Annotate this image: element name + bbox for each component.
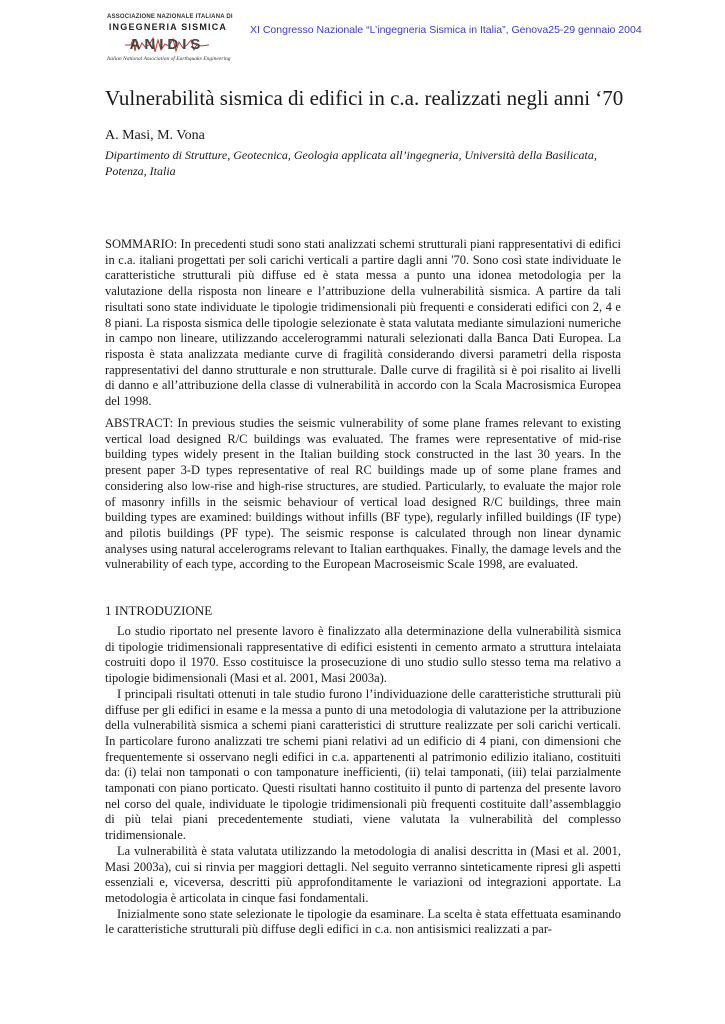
body-paragraph: Inizialmente sono state selezionate le tipologie da esaminare. La scelta è stata effettuata esaminando le caratteristiche strutturali più diffuse degli edifici in c.a. non antisismici realizzati a par-	[105, 906, 621, 937]
section-body	[105, 624, 621, 938]
logo-english-name: Italian National Association of Earthquake Engineering	[107, 56, 231, 62]
body-paragraph: La vulnerabilità è stata valutata utilizzando la metodologia di analisi descritta in (Masi et al. 2001, Masi 2003a), cui si rinvia per maggiori dettagli. Nel seguito verranno sinteticamente ripresi gli aspetti essenziali e, viceversa, descritti più approfonditamente le variazioni od integrazioni apportate. La metodologia è articolata in cinque fasi fondamentali.	[105, 843, 621, 905]
sommario-paragraph: SOMMARIO: In precedenti studi sono stati analizzati schemi strutturali piani rappresentativi di edifici in c.a. italiani progettati per soli carichi verticali a partire dagli anni '70. Sono così state individuate le caratteristiche strutturali più diffuse ed è stata messa a punto una idonea metodologia per la valutazione della risposta non lineare e l’attribuzione della vulnerabilità sismica. A partire da tali risultati sono state individuate le tipologie tridimensionali più frequenti e considerati edifici con 2, 4 e 8 piani. La risposta sismica delle tipologie selezionate è stata valutata mediante simulazioni numeriche in campo non lineare, utilizzando accelerogrammi naturali selezionati dalla Banca Dati Europea. La risposta è stata analizzata mediante curve di fragilità considerando diversi parametri della risposta rappresentativi del danno strutturale e non strutturale. Dalle curve di fragilità si è poi risalito ai livelli di danno e all’attribuzione della classe di vulnerabilità in accordo con la Scala Macrosismica Europea del 1998.	[105, 237, 621, 409]
logo-acronym-block	[125, 36, 209, 54]
authors: A. Masi, M. Vona	[105, 128, 205, 143]
conference-header: XI Congresso Nazionale “L’ingegneria Sismica in Italia”, Genova25-29 gennaio 2004	[250, 24, 642, 36]
logo-acronym: ANIDIS	[129, 36, 205, 53]
abstract-paragraph: ABSTRACT: In previous studies the seismic vulnerability of some plane frames relevant to existing vertical load designed R/C buildings was evaluated. The frames were representative of mid-rise building types widely present in the Italian building stock constructed in the last 30 years. In the present paper 3-D types representative of real RC buildings made up of some plane frames and considering also low-rise and high-rise structures, are studied. Particularly, to evaluate the major role of masonry infills in the seismic behaviour of vertical load designed R/C buildings, three main building types are examined: buildings without infills (BF type), regularly infilled buildings (IF type) and pilotis buildings (PF type). The seismic response is calculated through non linear dynamic analyses using natural accelerograms relevant to Italian earthquakes. Finally, the damage levels and the vulnerability of each type, according to the European Macroseismic Scale 1998, are evaluated.	[105, 416, 622, 572]
affiliation: Dipartimento di Strutture, Geotecnica, Geologia applicata all’ingegneria, Università della Basilicata, Potenza, Italia	[105, 148, 597, 178]
paper-title: Vulnerabilità sismica di edifici in c.a. realizzati negli anni ‘70	[105, 86, 624, 110]
anidis-logo	[107, 14, 233, 64]
logo-discipline: INGEGNERIA SISMICA	[108, 22, 228, 32]
logo-association-name: ASSOCIAZIONE NAZIONALE ITALIANA DI	[107, 14, 233, 20]
body-paragraph: Lo studio riportato nel presente lavoro è finalizzato alla determinazione della vulnerabilità sismica di tipologie tridimensionali rappresentative di edifici esistenti in cemento armato a struttura intelaiata costruiti dopo il 1970. Esso costituisce la prosecuzione di uno studio sullo stesso tema ma relativo a tipologie bidimensionali (Masi et al. 2001, Masi 2003a).	[105, 624, 621, 686]
body-paragraph: I principali risultati ottenuti in tale studio furono l’individuazione delle caratteristiche strutturali più diffuse per gli edifici in esame e la messa a punto di una metodologia di valutazione per la attribuzione della vulnerabilità sismica a schemi piani caratteristici di strutture realizzate per soli carichi verticali. In particolare furono analizzati tre schemi piani relativi ad un edificio di 4 piani, con dimensioni che frequentemente si osservano negli edifici in c.a. appartenenti al patrimonio edilizio italiano, costituiti da: (i) telai non tamponati o con tamponature inefficienti, (ii) telai tamponati, (iii) telai parzialmente tamponati con piano porticato. Questi risultati hanno costituito il punto di partenza del presente lavoro nel corso del quale, individuate le tipologie tridimensionali più frequenti costituite dall’assemblaggio di più telai piani precedentemente studiati, viene valutata la vulnerabilità del complesso tridimensionale.	[105, 686, 621, 843]
section-heading: 1 INTRODUZIONE	[105, 603, 213, 618]
